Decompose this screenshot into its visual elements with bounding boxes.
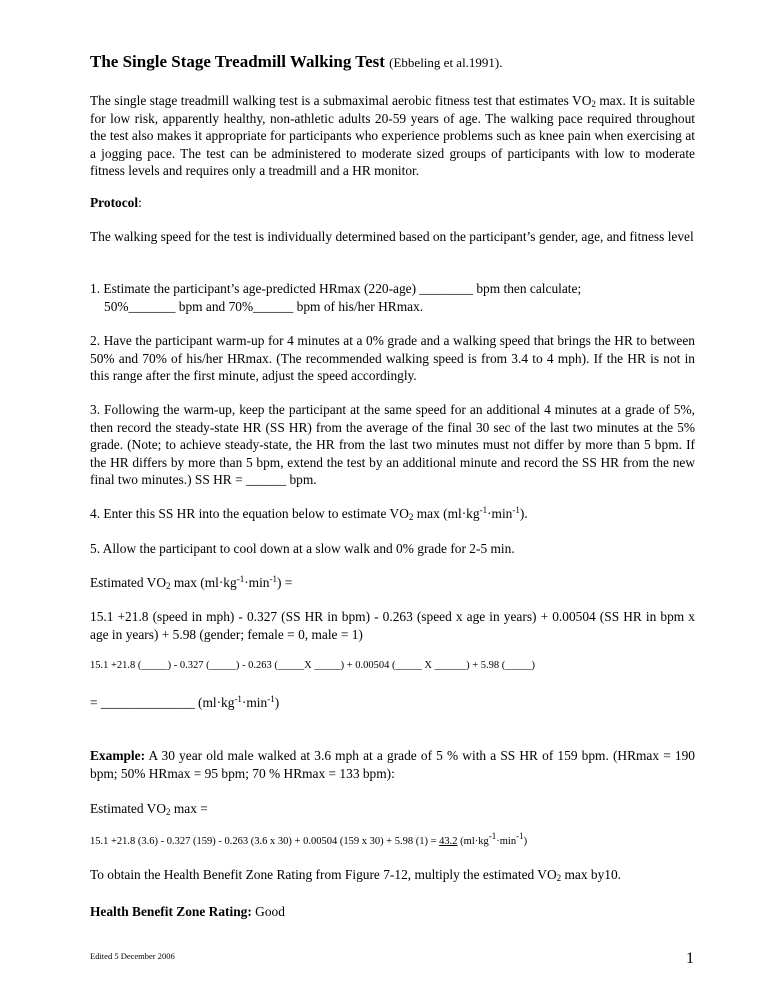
citation: (Ebbeling et al.1991). xyxy=(389,55,503,70)
result-blank: = ______________ $(ml\cdot kg^{-1}\cdot\min^{-1})$ xyxy=(90,694,280,710)
step-1-line-1: 1. Estimate the participant’s age-predicted HRmax (220-age) ________ bpm then calculate; xyxy=(90,281,582,296)
step-5: 5. Allow the participant to cool down at a slow walk and 0% grade for 2-5 min. xyxy=(90,541,515,556)
step-2: 2. Have the participant warm-up for 4 minutes at a 0% grade and a walking speed that brings the HR to between 50% and 70% of his/her HRmax. (The recommended walking speed is from 3.4 to 4 mph). If the HR is not in this range after the first minute, adjust the speed accordingly. xyxy=(90,333,695,383)
protocol-heading: Protocol: xyxy=(90,195,142,210)
example-calculation: 15.1 +21.8 (3.6) - 0.327 (159) - 0.263 (3.6 x 30) + 0.00504 (159 x 30) + 5.98 (1) = 43.2 $(ml\cdot kg^{-1}\cdot\min^{-1})$ xyxy=(90,831,528,847)
document-title: The Single Stage Treadmill Walking Test (Ebbeling et al.1991). xyxy=(90,52,503,71)
step-4: 4. Enter this SS HR into the equation below to estimate $VO_2$ $\max (ml\cdot kg^{-1}\cdot\min^{-1})$. xyxy=(90,505,528,522)
step-1 xyxy=(90,280,695,315)
calculated-result: 43.2 xyxy=(439,836,458,847)
zone-instruction: To obtain the Health Benefit Zone Rating from Figure 7-12, multiply the estimated $VO_2$ max by10. xyxy=(90,867,622,883)
page-number: 1 xyxy=(686,950,694,967)
intro-paragraph: The single stage treadmill walking test is a submaximal aerobic fitness test that estimates $VO_2$ max. It is suitable for low risk, apparently healthy, non-athletic adults 20-59 years of age. The walking pace required throughout the test also makes it appropriate for participants who experience problems such as knee pain when exercising at a jogging pace. The test can be administered to moderate sized groups of participants with low to moderate fitness levels and requires only a treadmill and a HR monitor. xyxy=(90,93,695,178)
example-paragraph: Example: A 30 year old male walked at 3.6 mph at a grade of 5 % with a SS HR of 159 bpm. (HRmax = 190 bpm; 50% HRmax = 95 bpm; 70 % HRmax = 133 bpm): xyxy=(90,748,695,781)
health-benefit-rating: Health Benefit Zone Rating: Good xyxy=(90,904,285,919)
estimated-vo2-label: Estimated $VO_2$ $\max (ml\cdot kg^{-1}\cdot\min^{-1})$ = xyxy=(90,574,293,591)
footer-edited-date: Edited 5 December 2006 xyxy=(90,951,175,961)
equation: 15.1 +21.8 (speed in mph) - 0.327 (SS HR in bpm) - 0.263 (speed x age in years) + 0.00504 (SS HR in bpm x age in years) + 5.98 (gender; female = 0, male = 1) xyxy=(90,609,695,642)
example-estimated-label: Estimated $VO_2$ max = xyxy=(90,801,208,817)
protocol-intro: The walking speed for the test is individually determined based on the participant’s gender, age, and fitness level xyxy=(90,229,694,244)
step-1-line-2: 50%_______ bpm and 70%______ bpm of his/her HRmax. xyxy=(104,298,424,314)
step-3: 3. Following the warm-up, keep the participant at the same speed for an additional 4 minutes at a grade of 5%, then record the steady-state HR (SS HR) from the average of the final 30 sec of the last two minutes at the 5% grade. (Note; to achieve steady-state, the HR from the last two minutes must not differ by more than 5 bpm. If the HR differs by more than 5 bpm, extend the test by an additional minute and record the SS HR from the new final two minutes.) SS HR = ______ bpm. xyxy=(90,402,695,487)
blank-equation: 15.1 +21.8 (_____) - 0.327 (_____) - 0.263 (_____X _____) + 0.00504 (_____ X ______) + 5.98 (_____) xyxy=(90,660,536,671)
